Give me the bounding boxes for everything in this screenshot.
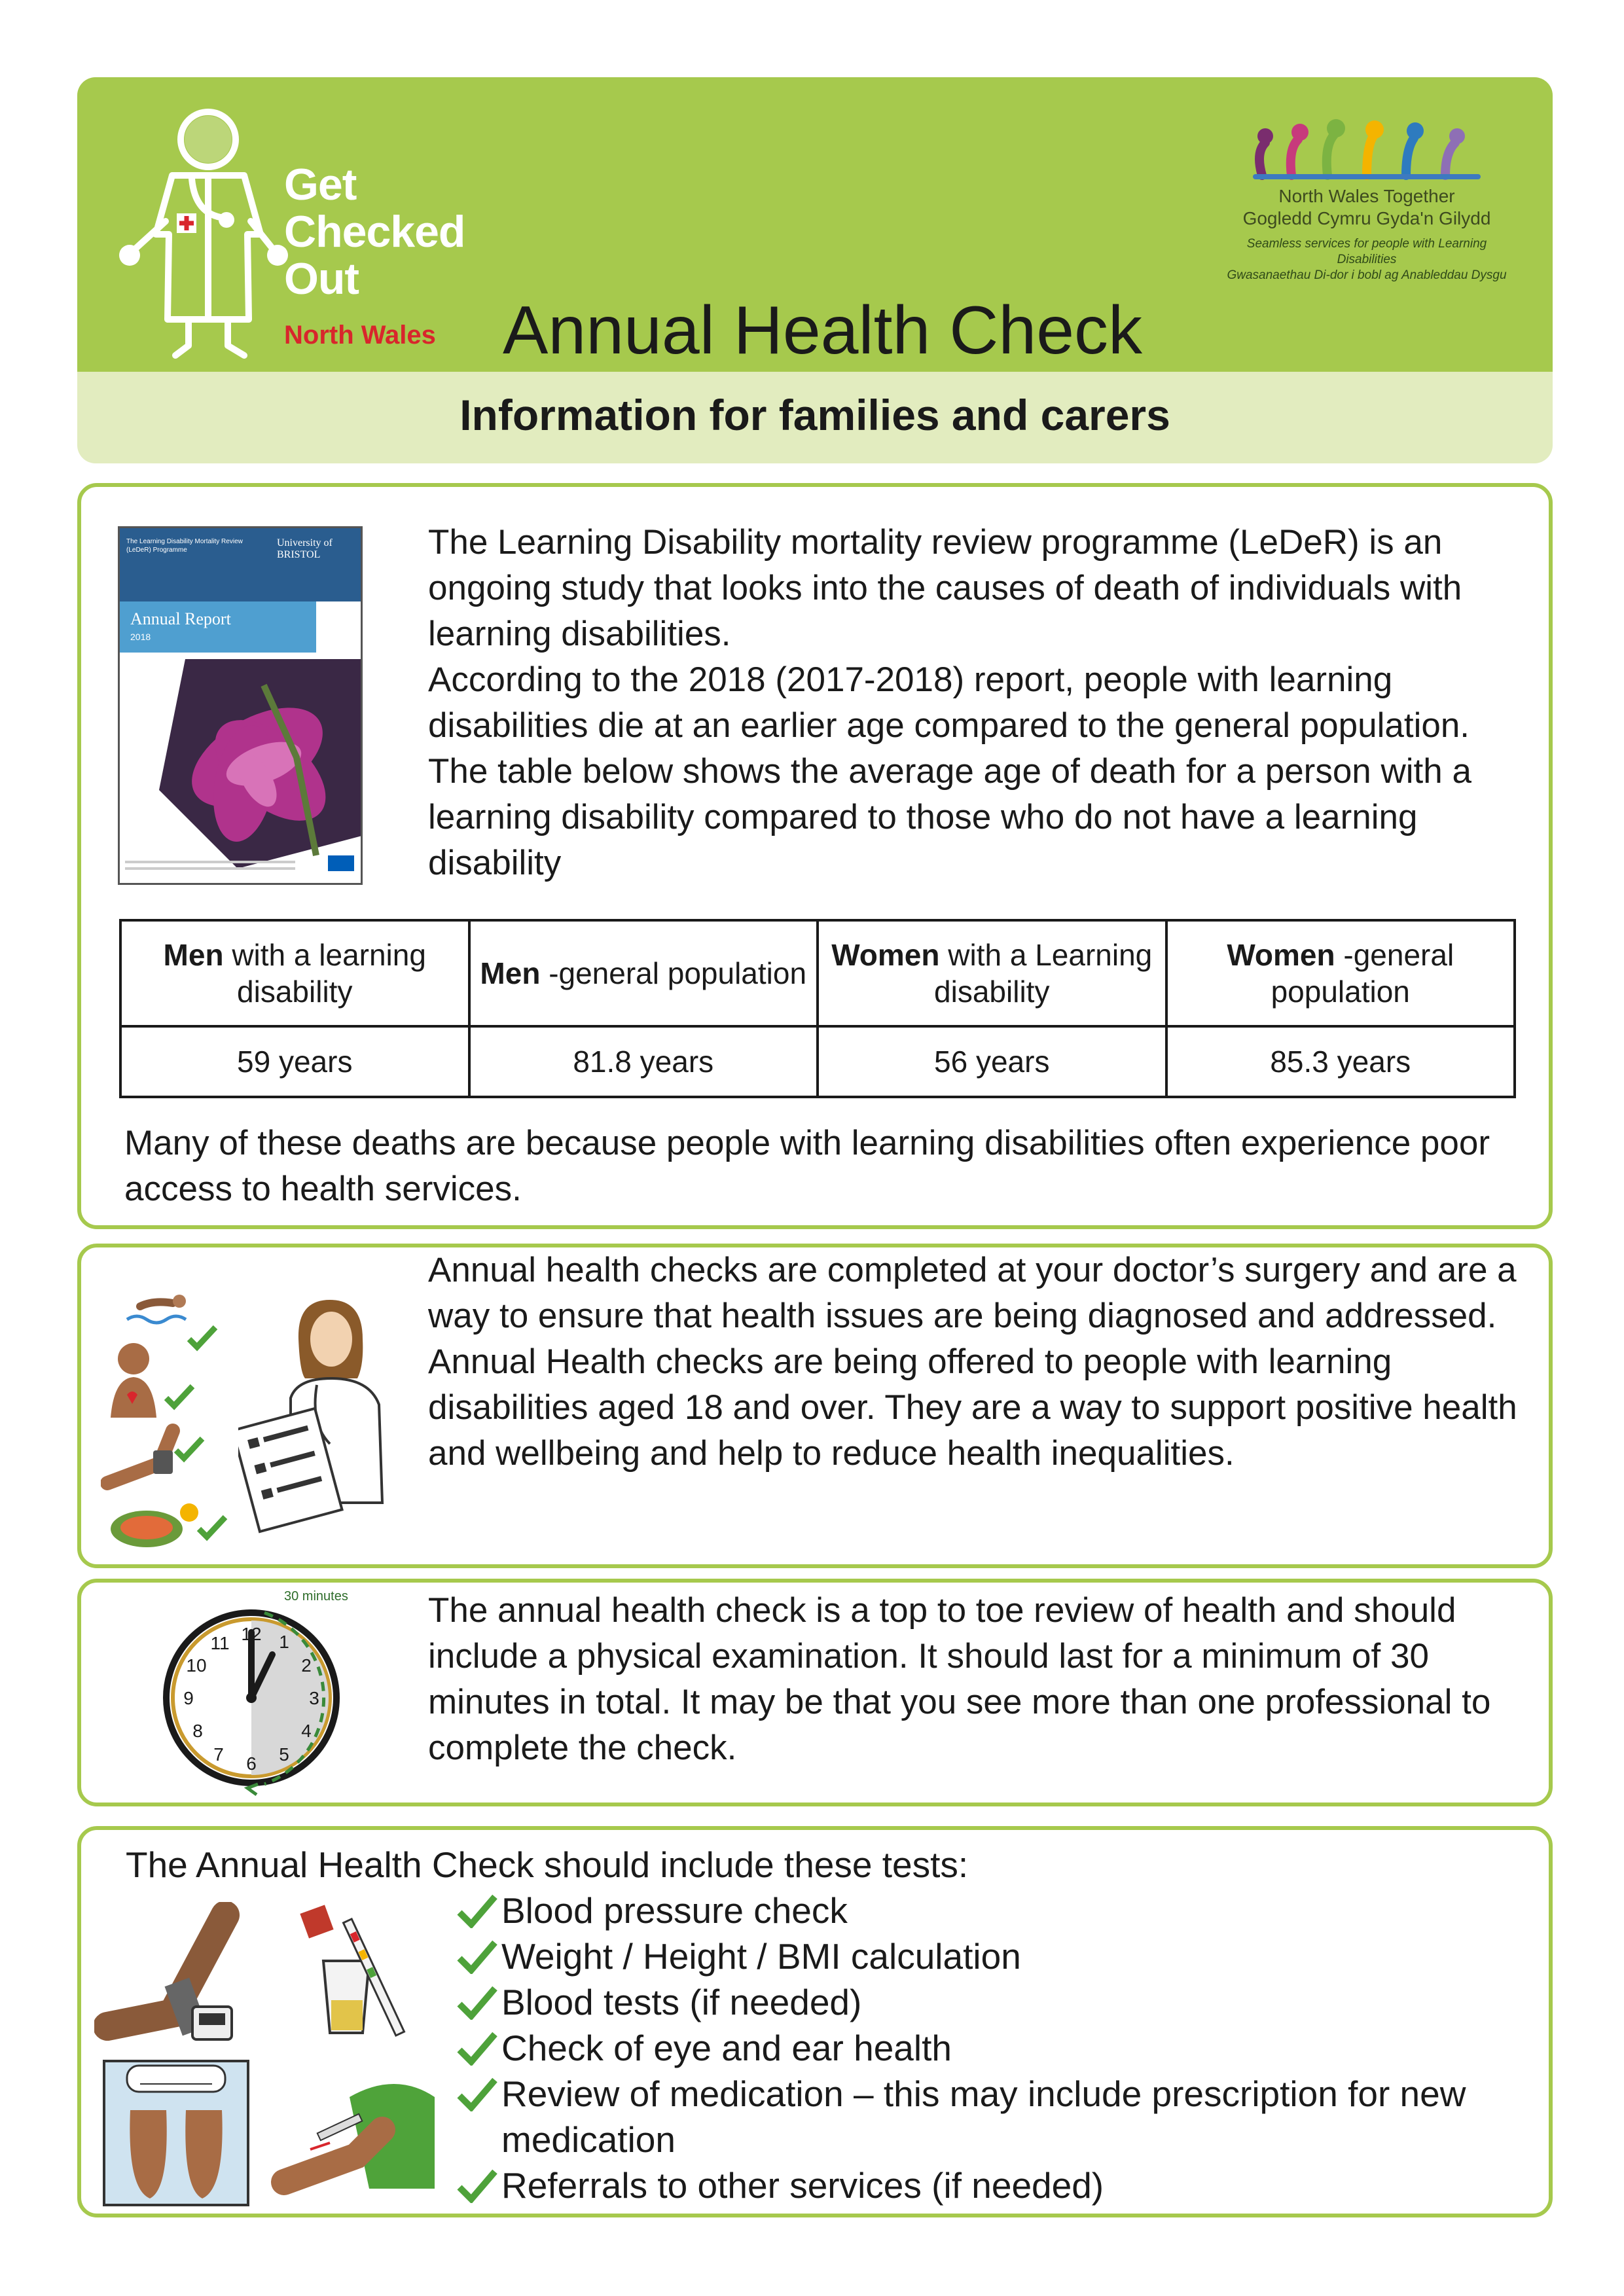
injection-arm-icon: [271, 2058, 441, 2208]
partner-logo-tagline1: Seamless services for people with Learning Disabilities: [1246, 237, 1487, 266]
check-icon: [457, 1893, 497, 1928]
table-header-cell: Women -general population: [1166, 920, 1515, 1026]
urine-test-icon: [297, 1902, 428, 2046]
table-header-cell: Women with a Learning disability: [818, 920, 1166, 1026]
logo-line: Out: [284, 254, 359, 304]
doctor-mascot-icon: [103, 103, 293, 365]
report-year: 2018: [130, 632, 151, 642]
list-item: Blood pressure check: [457, 1888, 1543, 1933]
page-title: Annual Health Check: [503, 293, 1143, 368]
clock-number: 3: [309, 1688, 319, 1708]
check-icon: [457, 1984, 497, 2020]
about-paragraph-2: Annual Health checks are being offered to people with learning disabilities aged 18 and over. They are a way to support positive health and wellbeing and help to reduce health inequalities.: [428, 1342, 1517, 1473]
clock-number: 5: [279, 1744, 289, 1765]
partner-logo-tagline2: Gwasanaethau Di-dor i bobl ag Anableddau Dysgu: [1227, 268, 1507, 282]
clock-label: 30 minutes: [284, 1589, 348, 1604]
health-activities-icon: [101, 1267, 232, 1555]
about-panel: [77, 1244, 1553, 1568]
leder-paragraph-1: The Learning Disability mortality review programme (LeDeR) is an ongoing study that looks into the causes of death of individuals with learning disabilities.: [428, 523, 1462, 653]
clock-number: 11: [210, 1633, 230, 1653]
doctor-with-checklist-icon: [238, 1287, 402, 1549]
leder-paragraph-2: According to the 2018 (2017-2018) report, people with learning disabilities die at an earlier age compared to the general population. The table below shows the average age of death for a person with a learning disability compared to those who do not have a learning disability: [428, 660, 1471, 882]
report-university: University of BRISTOL: [277, 537, 333, 560]
leder-panel: [77, 483, 1553, 1229]
clock-number: 2: [301, 1655, 312, 1676]
check-icon: [457, 2076, 497, 2111]
about-text: [428, 1247, 1541, 1477]
list-item: Referrals to other services (if needed): [457, 2162, 1543, 2208]
magnolia-flower-image: [159, 659, 362, 869]
duration-text: The annual health check is a top to toe review of health and should include a physical examination. It should last for a minimum of 30 minutes in total. It may be that you see more than one professional to complete the check.: [428, 1591, 1491, 1767]
people-group-icon: [1242, 117, 1491, 182]
table-header-cell: Men with a learning disability: [120, 920, 469, 1026]
tests-list: [457, 1888, 1543, 2208]
clock-number: 8: [192, 1721, 203, 1741]
check-icon: [457, 2030, 497, 2066]
header-banner: [77, 77, 1553, 463]
table-header-cell: Men -general population: [469, 920, 818, 1026]
logo-line: Checked: [284, 207, 465, 257]
logo-line: Get: [284, 160, 357, 209]
list-item: Check of eye and ear health: [457, 2025, 1543, 2071]
clock-number: 7: [213, 1744, 224, 1765]
table-cell: 81.8 years: [469, 1026, 818, 1097]
clock-number: 9: [183, 1688, 194, 1708]
duration-panel: [77, 1579, 1553, 1806]
check-icon: [457, 2168, 497, 2203]
clock-number: 10: [186, 1655, 207, 1676]
get-checked-out-logo: [284, 161, 465, 302]
table-cell: 85.3 years: [1166, 1026, 1515, 1097]
check-icon: [457, 1939, 497, 1974]
weighing-scales-icon: [101, 2058, 251, 2208]
report-title: Annual Report: [130, 609, 231, 628]
leder-intro-text: [428, 520, 1534, 886]
clock-number: 4: [301, 1721, 312, 1741]
tests-heading: The Annual Health Check should include these tests:: [126, 1844, 969, 1885]
about-paragraph-1: Annual health checks are completed at your doctor’s surgery and are a way to ensure that health issues are being diagnosed and addressed.: [428, 1251, 1517, 1335]
clock-icon: [160, 1606, 356, 1803]
table-cell: 59 years: [120, 1026, 469, 1097]
clock-number: 1: [279, 1632, 289, 1652]
table-cell: 56 years: [818, 1026, 1166, 1097]
clock-number: 6: [246, 1753, 257, 1774]
partner-logo-line1: North Wales Together: [1278, 186, 1455, 206]
table-header-row: [120, 920, 1515, 1026]
clock-number: 12: [241, 1624, 262, 1644]
list-item: Review of medication – this may include prescription for new medication: [457, 2071, 1543, 2162]
partner-logo-line2: Gogledd Cymru Gyda'n Gilydd: [1242, 208, 1491, 228]
table-row: [120, 1026, 1515, 1097]
list-item: Weight / Height / BMI calculation: [457, 1933, 1543, 1979]
page-subtitle: Information for families and carers: [460, 391, 1170, 439]
north-wales-together-logo: [1216, 117, 1517, 313]
leder-footer-text: Many of these deaths are because people with learning disabilities often experience poor access to health services.: [124, 1124, 1490, 1208]
report-programme: The Learning Disability Mortality Review (LeDeR) Programme: [126, 538, 243, 554]
blood-pressure-cuff-icon: [94, 1902, 251, 2046]
list-item: Blood tests (if needed): [457, 1979, 1543, 2025]
logo-region: North Wales: [284, 321, 436, 350]
age-of-death-table: [119, 919, 1516, 1098]
annual-report-cover: [118, 526, 363, 885]
tests-panel: [77, 1826, 1553, 2217]
